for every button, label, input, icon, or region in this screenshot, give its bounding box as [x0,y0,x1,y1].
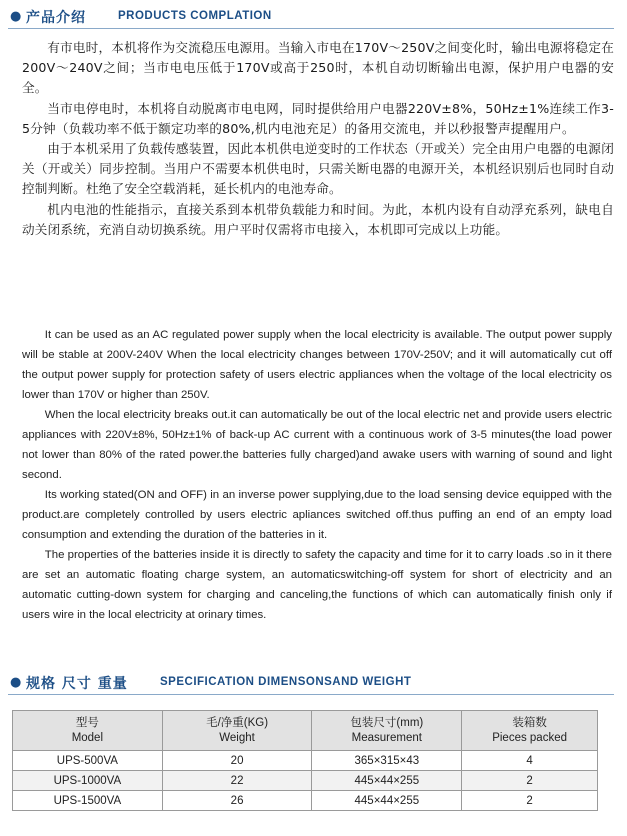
english-description [22,325,612,625]
measurement-cell: 365×315×43 [312,751,462,771]
spec-title-en: SPECIFICATION DIMENSONSAND WEIGHT [160,676,412,688]
table-row [13,791,598,811]
column-header-model: 型号 Model [13,711,163,751]
weight-cell: 20 [162,751,312,771]
zh-paragraph: 有市电时，本机将作为交流稳压电源用。当输入市电在170V～250V之间变化时，输出电源将稳定在200V～240V之间；当市电电压低于170V或高于250时，本机自动切断输出电源，保护用户电器的安全。 [22,40,614,96]
table-row [13,771,598,791]
weight-cell: 22 [162,771,312,791]
pieces-cell: 4 [462,751,598,771]
bullet-icon: ● [10,675,22,690]
model-cell: UPS-1000VA [13,771,163,791]
products-section-header [8,6,614,29]
table-header-row [13,711,598,751]
zh-paragraph: 由于本机采用了负载传感装置，因此本机供电逆变时的工作状态（开或关）完全由用户电器的电源闭关（开或关）同步控制。当用户不需要本机供电时，只需关断电器的电源开关，本机经识别后也同时自动控制判断。杜绝了安全空载消耗，延长机内的电池寿命。 [22,141,614,197]
spec-section-header [8,672,614,695]
measurement-cell: 445×44×255 [312,771,462,791]
pieces-cell: 2 [462,771,598,791]
column-header-pieces: 装箱数 Pieces packed [462,711,598,751]
en-paragraph: Its working stated(ON and OFF) in an inverse power supplying,due to the load sensing device equipped with the product.are completely controlled by users electric apliances switched off.thus puffing an end of an empty load consumption and extending the duration of the batteries in it. [22,489,612,541]
zh-paragraph: 机内电池的性能指示，直接关系到本机带负载能力和时间。为此，本机内设有自动浮充系列，缺电自动关闭系统，充消自动切换系统。用户平时仅需将市电接入，本机即可完成以上功能。 [22,201,614,237]
zh-paragraph: 当市电停电时，本机将自动脱离市电电网，同时提供给用户电器220V±8%，50Hz±1%连续工作3-5分钟（负载功率不低于额定功率的80%,机内电池充足）的备用交流电，并以秒报警声提醒用户。 [22,100,614,136]
chinese-description [22,38,614,240]
en-paragraph: When the local electricity breaks out.it can automatically be out of the local electric net and provide users electric appliances with 220V±8%, 50Hz±1% of back-up AC current with a continuous work of 3-5 minutes(the load power not lower than 80% of the rated power.the batteries fully charged)and awake users with warning of sound and light second. [22,409,612,481]
en-paragraph: The properties of the batteries inside it is directly to safety the capacity and time for it to carry loads .so in it there are set an automatic floating charge system, an automaticswitching-off system for short of electricity and an automatic cutting-down system for charging and canceling,the functions of which can automatically finish only if users wire in the local electricity at orinary times. [22,549,612,621]
model-cell: UPS-1500VA [13,791,163,811]
model-cell: UPS-500VA [13,751,163,771]
spec-table [12,710,598,811]
en-paragraph: It can be used as an AC regulated power supply when the local electricity is available. The output power supply will be stable at 200V-240V When the local electricity changes between 170V-250V; and it will automatically cut off the output power supply for protection safety of users electric appliances when the voltage of the local electricity os lower than 170V or higher than 250V. [22,329,612,401]
spec-title-zh: 规格 尺寸 重量 [26,676,128,692]
table-row [13,751,598,771]
column-header-measurement: 包装尺寸(mm) Measurement [312,711,462,751]
bullet-icon: ● [10,9,22,24]
products-title-zh: 产品介绍 [26,10,86,26]
pieces-cell: 2 [462,791,598,811]
column-header-weight: 毛/净重(KG) Weight [162,711,312,751]
products-title-en: PRODUCTS COMPLATION [118,10,272,22]
weight-cell: 26 [162,791,312,811]
measurement-cell: 445×44×255 [312,791,462,811]
